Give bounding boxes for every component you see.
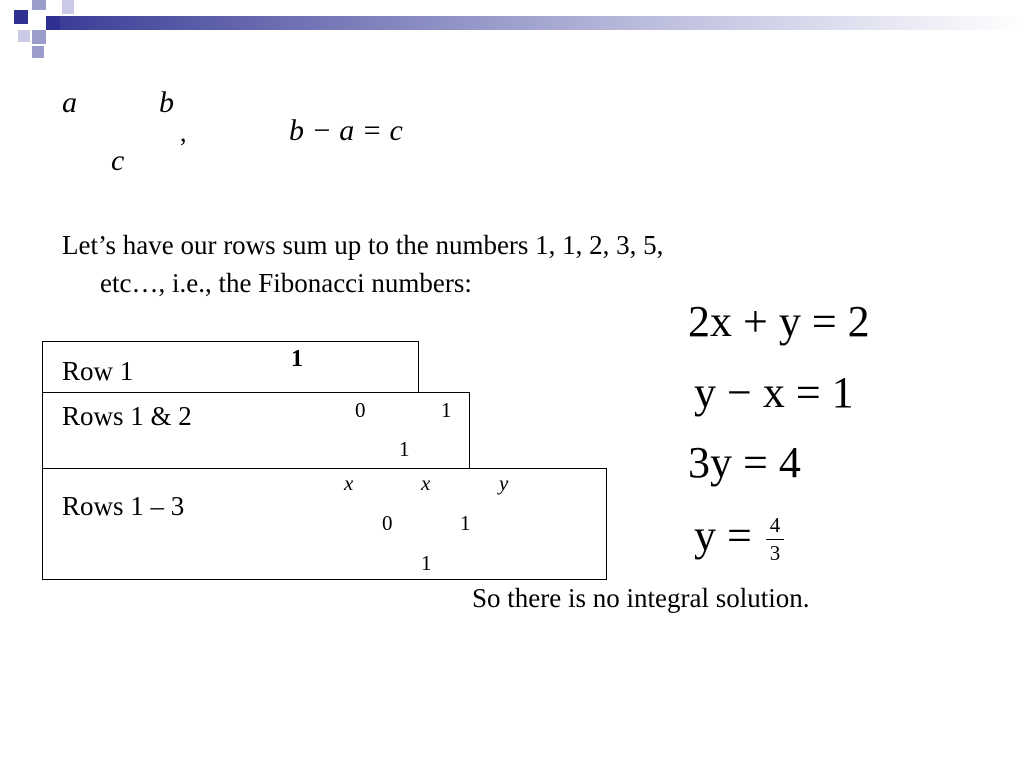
comma: ,	[180, 118, 187, 147]
header-square-4	[32, 30, 46, 44]
equation-3: 3y = 4	[688, 438, 801, 487]
box-row-1-value: 1	[291, 346, 303, 372]
equation-1: 2x + y = 2	[688, 297, 870, 346]
paragraph-line-1: Let’s have our rows sum up to the numbers 1, 1, 2, 3, 5,	[62, 230, 664, 260]
paragraph-line-2: etc…, i.e., the Fibonacci numbers:	[100, 268, 472, 298]
equation-4-lhs: y =	[694, 511, 752, 560]
box-rows-1-3-var-0: x	[344, 471, 354, 495]
header-square-3	[46, 16, 60, 30]
conclusion-text: So there is no integral solution.	[472, 583, 810, 613]
equation-2: y − x = 1	[694, 368, 854, 417]
box-rows-1-2-cell-1: 1	[441, 398, 452, 422]
box-rows-1-3-var-2: y	[499, 471, 509, 495]
variable-c: c	[111, 144, 125, 177]
header-square-5	[18, 30, 30, 42]
header-square-6	[32, 46, 44, 58]
header-square-7	[62, 0, 74, 14]
box-rows-1-2-cell-2: 1	[399, 437, 410, 461]
slide-header-decoration	[0, 0, 1024, 64]
equation-4-numerator: 4	[769, 513, 781, 537]
variable-a: a	[62, 86, 77, 119]
box-rows-1-3-var-1: x	[421, 471, 431, 495]
variable-b: b	[159, 86, 174, 119]
box-rows-1-3-cell-0: 0	[382, 511, 393, 535]
header-gradient-bar	[60, 16, 1024, 30]
box-rows-1-3-label: Rows 1 – 3	[62, 491, 185, 521]
equation-4-denominator: 3	[769, 541, 781, 565]
top-equation: b − a = c	[289, 114, 403, 147]
fraction-bar	[766, 539, 784, 540]
box-rows-1-2-cell-0: 0	[355, 398, 366, 422]
box-rows-1-2-label: Rows 1 & 2	[62, 401, 192, 431]
box-rows-1-3-cell-2: 1	[421, 551, 432, 575]
box-row-1-label: Row 1	[62, 356, 134, 386]
box-rows-1-3-cell-1: 1	[460, 511, 471, 535]
header-square-2	[32, 0, 46, 10]
box-row-1	[42, 341, 419, 396]
box-rows-1-2	[42, 392, 470, 470]
header-square-1	[14, 10, 28, 24]
box-rows-1-3	[42, 468, 607, 580]
